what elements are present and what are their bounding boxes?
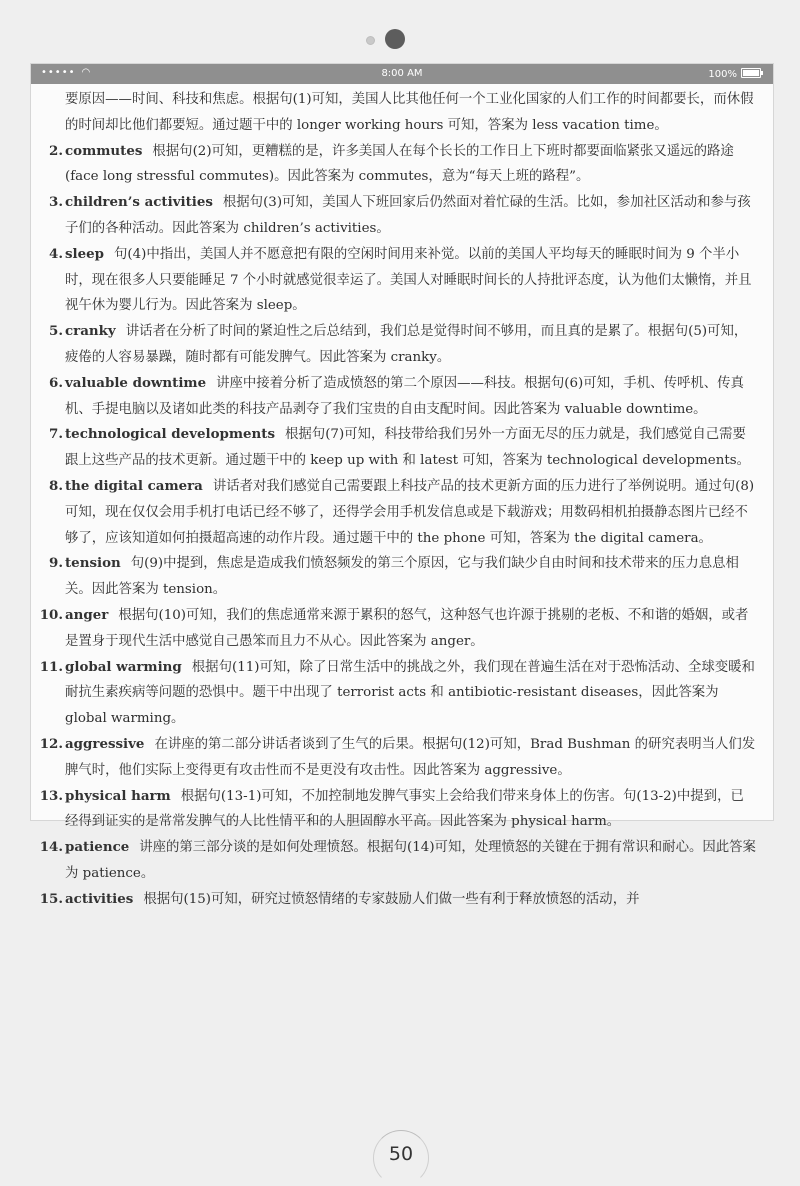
item-number: 10. xyxy=(39,606,63,623)
item-answer: valuable downtime xyxy=(65,374,207,391)
answer-list xyxy=(31,139,773,913)
answer-item xyxy=(31,139,773,191)
intro-paragraph: 要原因——时间、科技和焦虑。根据句(1)可知，美国人比其他任何一个工业化国家的人们工作的时间都要长，而休假的时间却比他们都要短。通过题干中的 longer working hours 可知，答案为 less vacation time。 xyxy=(65,92,754,133)
answer-item xyxy=(31,422,773,474)
page-number: 50 xyxy=(388,1143,414,1165)
answer-item xyxy=(31,655,773,732)
item-number: 15. xyxy=(39,890,63,907)
item-answer: cranky xyxy=(65,323,116,340)
page-number-badge xyxy=(373,1130,429,1174)
answer-item xyxy=(31,784,773,836)
device-screen xyxy=(30,63,774,907)
status-bar xyxy=(31,64,773,84)
item-explanation: 根据句(2)可知，更糟糕的是，许多美国人在每个长长的工作日上下班时都要面临紧张又遥远的路途(face long stressful commutes)。因此答案为 commutes，意为“每天上班的路程”。 xyxy=(65,143,734,185)
camera-icon xyxy=(385,29,405,49)
item-number: 12. xyxy=(39,735,63,752)
item-answer: the digital camera xyxy=(65,477,203,494)
answer-item xyxy=(31,242,773,319)
answer-item xyxy=(31,190,773,242)
item-answer: children’s activities xyxy=(65,194,213,211)
item-explanation: 根据句(13-1)可知，不加控制地发脾气事实上会给我们带来身体上的伤害。句(13-2)中提到，已经得到证实的是常常发脾气的人比性情平和的人胆固醇水平高。因此答案为 physical harm。 xyxy=(65,788,744,830)
item-explanation: 讲话者对我们感觉自己需要跟上科技产品的技术更新方面的压力进行了举例说明。通过句(8)可知，现在仅仅会用手机打电话已经不够了，还得学会用手机发信息或是下载游戏；用数码相机拍摄静态图片已经不够了，应该知道如何拍摄超高速的动作片段。通过题干中的 the phone 可知，答案为 the digital camera。 xyxy=(65,478,755,546)
item-number: 2. xyxy=(49,142,63,159)
item-number: 7. xyxy=(49,426,63,443)
answer-explanations xyxy=(31,87,773,907)
item-number: 13. xyxy=(39,787,63,804)
item-answer: tension xyxy=(65,555,121,572)
item-number: 8. xyxy=(49,477,63,494)
item-number: 9. xyxy=(49,555,63,572)
wifi-icon: ◠ xyxy=(81,67,92,78)
battery-percent: 100% xyxy=(708,69,737,80)
item-answer: aggressive xyxy=(65,735,145,752)
item-number: 5. xyxy=(49,323,63,340)
answer-item xyxy=(31,319,773,371)
answer-item xyxy=(31,835,773,887)
item-explanation: 根据句(11)可知，除了日常生活中的挑战之外，我们现在普遍生活在对于恐怖活动、全球变暖和耐抗生素疾病等问题的恐惧中。题干中出现了 terrorist acts 和 antibiotic-resistant diseases，因此答案为 global warming。 xyxy=(65,659,755,727)
item-explanation: 讲话者在分析了时间的紧迫性之后总结到，我们总是觉得时间不够用，而且真的是累了。根据句(5)可知，疲倦的人容易暴躁，随时都有可能发脾气。因此答案为 cranky。 xyxy=(65,324,748,365)
item-explanation: 讲座中接着分析了造成愤怒的第二个原因——科技。根据句(6)可知，手机、传呼机、传真机、手提电脑以及诸如此类的科技产品剥夺了我们宝贵的自由支配时间。因此答案为 valuable downtime。 xyxy=(65,375,744,417)
item-explanation: 句(4)中指出，美国人并不愿意把有限的空闲时间用来补觉。以前的美国人平均每天的睡眠时间为 9 个半小时，现在很多人只要能睡足 7 个小时就感觉很幸运了。美国人对睡眠时间长的人持批评态度，认为他们太懒惰，并且视午休为婴儿行为。因此答案为 sleep。 xyxy=(65,246,752,314)
item-answer: global warming xyxy=(65,658,182,675)
status-battery xyxy=(708,68,761,80)
tablet-bezel-top xyxy=(0,0,800,62)
item-explanation: 句(9)中提到，焦虑是造成我们愤怒频发的第三个原因，它与我们缺少自由时间和技术带来的压力息息相关。因此答案为 tension。 xyxy=(65,556,739,598)
item-answer: anger xyxy=(65,606,109,623)
item-explanation: 在讲座的第二部分讲话者谈到了生气的后果。根据句(12)可知，Brad Bushman 的研究表明当人们发脾气时，他们实际上变得更有攻击性而不是更没有攻击性。因此答案为 aggressive。 xyxy=(65,736,756,778)
item-answer: sleep xyxy=(65,245,105,262)
item-answer: activities xyxy=(65,890,134,907)
item-explanation: 讲座的第三部分谈的是如何处理愤怒。根据句(14)可知，处理愤怒的关键在于拥有常识和耐心。因此答案为 patience。 xyxy=(65,840,756,881)
answer-item xyxy=(31,603,773,655)
answer-item xyxy=(31,887,773,913)
sensor-icon xyxy=(366,36,375,45)
answer-item xyxy=(31,551,773,603)
item-number: 4. xyxy=(49,245,63,262)
item-number: 6. xyxy=(49,374,63,391)
item-explanation: 根据句(10)可知，我们的焦虑通常来源于累积的怒气，这种怒气也许源于挑剔的老板、不和谐的婚姻，或者是置身于现代生活中感觉自己愚笨而且力不从心。因此答案为 anger。 xyxy=(65,607,749,649)
item-number: 14. xyxy=(39,839,63,856)
signal-icon: ••••• xyxy=(41,67,76,78)
answer-item xyxy=(31,371,773,423)
item-explanation: 根据句(15)可知，研究过愤怒情绪的专家鼓励人们做一些有利于释放愤怒的活动，并 xyxy=(143,891,640,907)
item-answer: technological developments xyxy=(65,426,276,443)
item-answer: physical harm xyxy=(65,787,171,804)
battery-icon xyxy=(741,68,761,78)
item-explanation: 根据句(7)可知，科技带给我们另外一方面无尽的压力就是，我们感觉自己需要跟上这些产品的技术更新。通过题干中的 keep up with 和 latest 可知，答案为 technological developments。 xyxy=(65,427,750,469)
item-explanation: 根据句(3)可知，美国人下班回家后仍然面对着忙碌的生活。比如，参加社区活动和参与孩子们的各种活动。因此答案为 children’s activities。 xyxy=(65,195,751,236)
item-number: 11. xyxy=(39,658,63,675)
item-number: 3. xyxy=(49,194,63,211)
answer-item xyxy=(31,474,773,551)
status-time: 8:00 AM xyxy=(381,68,423,79)
answer-item xyxy=(31,732,773,784)
item-answer: commutes xyxy=(65,142,143,159)
item-answer: patience xyxy=(65,839,130,856)
